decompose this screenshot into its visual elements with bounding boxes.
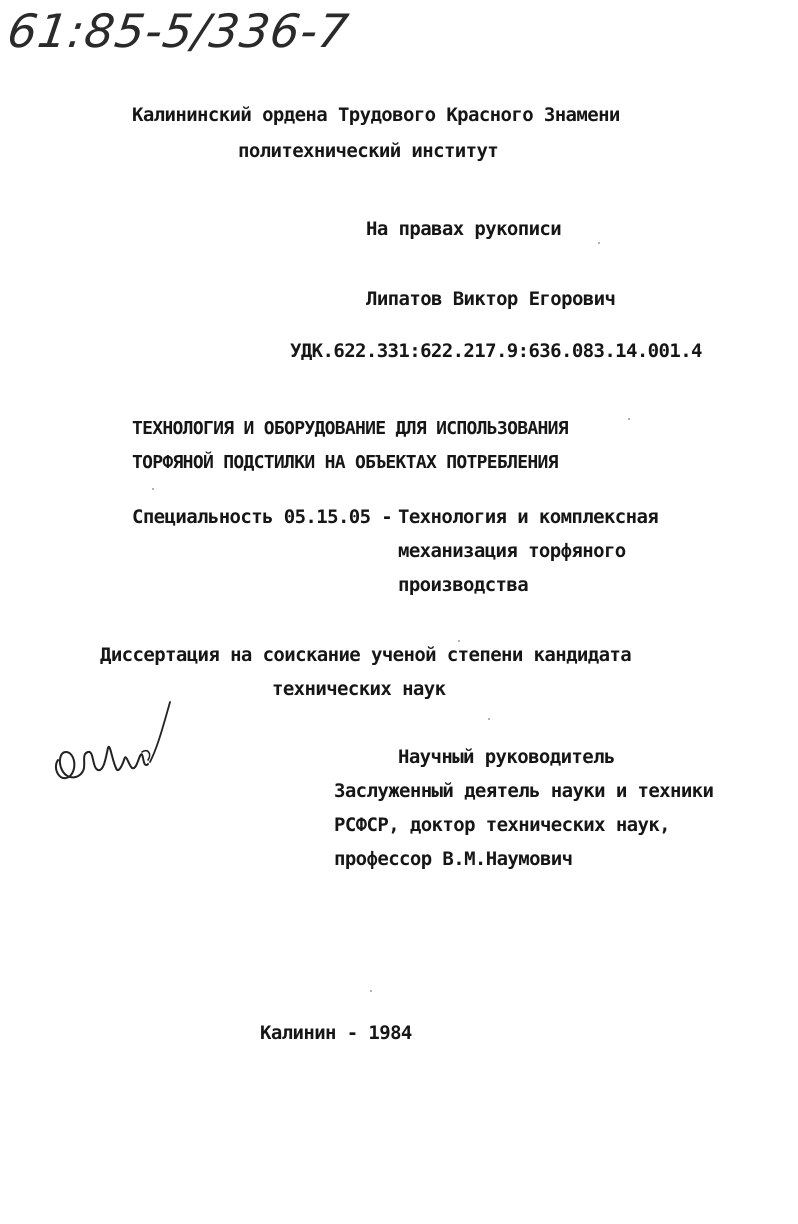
- author-name: Липатов Виктор Егорович: [366, 288, 616, 310]
- institution-line-1: Калининский ордена Трудового Красного Знамени: [132, 104, 620, 126]
- title-line-1: ТЕХНОЛОГИЯ И ОБОРУДОВАНИЕ ДЛЯ ИСПОЛЬЗОВАНИЯ: [132, 418, 568, 439]
- specialty-label: Специальность 05.15.05 -: [132, 506, 393, 528]
- supervisor-name: профессор В.М.Наумович: [334, 848, 573, 870]
- signature: [38, 690, 188, 800]
- specialty-line-1: Технология и комплексная: [398, 506, 659, 528]
- scan-speck: [370, 990, 372, 992]
- scan-speck: [628, 418, 630, 420]
- scan-speck: [488, 718, 490, 720]
- scan-speck: [598, 242, 600, 244]
- scan-speck: [458, 640, 460, 642]
- dissertation-line-1: Диссертация на соискание ученой степени кандидата: [100, 644, 632, 666]
- specialty-line-3: производства: [398, 574, 529, 596]
- archive-number: 61:85-5/336-7: [4, 4, 353, 58]
- place-year: Калинин - 1984: [260, 1022, 412, 1044]
- institution-line-2: политехнический институт: [238, 140, 499, 162]
- supervisor-title: Научный руководитель: [398, 746, 615, 768]
- scan-speck: [152, 488, 154, 490]
- supervisor-honor: Заслуженный деятель науки и техники: [334, 780, 714, 802]
- specialty-line-2: механизация торфяного: [398, 540, 626, 562]
- supervisor-degree: РСФСР, доктор технических наук,: [334, 814, 671, 836]
- title-line-2: ТОРФЯНОЙ ПОДСТИЛКИ НА ОБЪЕКТАХ ПОТРЕБЛЕНИЯ: [132, 452, 558, 473]
- udc-code: УДК.622.331:622.217.9:636.083.14.001.4: [290, 340, 702, 362]
- manuscript-notice: На правах рукописи: [366, 218, 562, 240]
- dissertation-line-2: технических наук: [272, 678, 446, 700]
